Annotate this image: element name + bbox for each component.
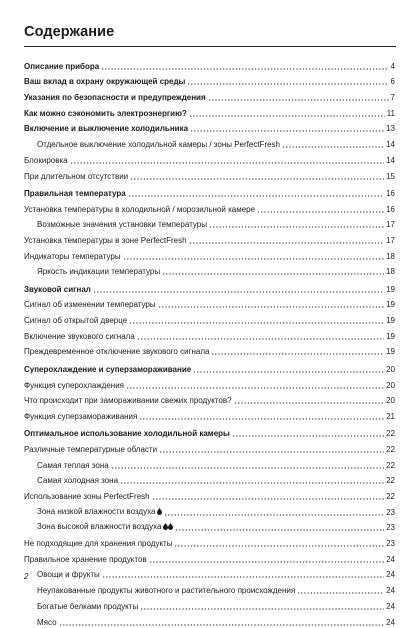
toc-entry[interactable] [24,359,395,375]
toc-entry-text: Неупакованные продукты животного и растительного происхождения [37,586,296,596]
toc-entry-text: Указания по безопасности и предупреждения [24,93,206,103]
toc-entry[interactable] [24,486,395,502]
dot-leader [175,529,384,531]
dot-leader [162,273,384,275]
toc-entry-page: 6 [390,77,395,87]
toc-entry-text: Преждевременное отключение звукового сигнала [24,347,210,357]
toc-entry-text: Зона высокой влажности воздуха [37,522,162,532]
toc-entry[interactable] [24,612,395,628]
toc-entry-text: Возможные значения установки температуры [37,220,207,230]
toc-entry-text: Зона низкой влажности воздуха [37,506,156,516]
toc-entry[interactable] [24,375,395,391]
toc-entry-title [24,555,147,565]
toc-entry-text: Как можно сэкономить электроэнергию? [24,108,187,118]
toc-entry-title [24,347,209,357]
toc-entry-page: 18 [386,267,395,277]
toc-entry-page: 7 [390,93,395,103]
toc-entry-text: Что происходит при замораживании свежих продуктов? [24,396,232,406]
dot-leader [128,195,384,197]
toc-entry-title [24,332,135,342]
toc-entry[interactable] [24,279,395,295]
toc-entry[interactable] [24,455,395,471]
dot-leader [101,68,388,70]
toc-entry-page: 23 [386,523,395,533]
toc-entry-page: 13 [386,124,395,134]
toc-entry-page: 16 [386,204,395,214]
toc-entry-page: 20 [386,380,395,390]
toc-entry-text: Отдельное выключение холодильной камеры / зоны PerfectFresh [37,140,281,150]
toc-entry-title [24,220,207,230]
toc-entry[interactable] [24,502,395,518]
toc-entry-page: 19 [386,300,395,310]
toc-entry-page: 4 [390,61,395,71]
toc-entry-page: 19 [386,331,395,341]
toc-entry-title [24,602,138,612]
dot-leader [193,371,384,373]
toc-entry-page: 21 [386,411,395,421]
toc-entry-title [24,300,156,310]
humidity-drop-icon [157,509,162,516]
toc-entry-page: 23 [386,539,395,549]
toc-entry-page: 24 [386,601,395,611]
dot-leader [139,418,384,420]
toc-entry-title [24,522,173,533]
dot-leader [282,146,384,148]
toc-entry-title [24,252,121,262]
toc-entry-text: Ваш вклад в охрану окружающей среды [24,77,186,87]
toc-entry-title [24,316,127,326]
toc-entry-page: 22 [386,444,395,454]
dot-leader [123,258,385,260]
dot-leader [257,211,384,213]
toc-entry[interactable] [24,215,395,231]
toc-entry-page: 17 [386,235,395,245]
title-divider [24,46,396,47]
dot-leader [190,130,384,132]
toc-entry[interactable] [24,342,395,358]
toc-entry-text: Правильная температура [24,188,126,198]
toc-entry-text: Использование зоны PerfectFresh [24,492,150,501]
toc-entry-title [24,172,128,182]
toc-entry-title [24,109,187,119]
toc-entry[interactable] [24,565,395,581]
toc-entry-text: Функция суперзамораживания [24,411,138,421]
toc-entry-page: 23 [386,507,395,517]
toc-entry-title [24,189,126,199]
toc-entry-title [24,62,99,72]
toc-entry[interactable] [24,310,395,326]
toc-entry[interactable] [24,134,395,150]
toc-entry-text: Включение и выключение холодильника [24,124,189,134]
toc-entry[interactable] [24,103,395,119]
toc-entry-title [24,507,162,518]
toc-entry-title [24,140,280,150]
toc-entry-text: Суперохлаждение и суперзамораживание [24,364,192,374]
toc-entry-text: Блокировка [24,155,68,165]
toc-entry[interactable] [24,518,395,534]
dot-leader [152,498,384,500]
dot-leader [120,482,384,484]
toc-entry-text: Установка температуры в холодильной / морозильной камере [24,204,256,214]
page-number: 2 [24,572,29,581]
toc-entry-text: Самая теплая зона [37,460,109,470]
toc-entry-page: 24 [386,586,395,596]
toc-entry-page: 19 [386,347,395,357]
toc-entry-page: 19 [386,284,395,294]
dot-leader [209,226,384,228]
dot-leader [126,387,384,389]
toc-entry-title [24,570,100,580]
dot-leader [189,115,385,117]
dot-leader [59,624,385,626]
toc-entry-title [24,445,157,455]
dot-leader [164,514,384,516]
toc-entry[interactable] [24,87,395,103]
toc-entry[interactable] [24,230,395,246]
toc-entry-title [24,476,118,486]
toc-entry-text: Установка температуры в зоне PerfectFresh [24,235,187,245]
dot-leader [211,353,384,355]
toc-entry[interactable] [24,406,395,422]
dot-leader [174,545,384,547]
toc-entry-page: 20 [386,396,395,406]
toc-entry[interactable] [24,533,395,549]
toc-entry[interactable] [24,199,395,215]
toc-entry-text: Мясо [37,617,57,627]
dot-leader [93,291,384,293]
toc-entry-page: 22 [386,429,395,439]
toc-entry-page: 22 [386,476,395,486]
toc-entry-title [24,539,172,549]
toc-entry[interactable] [24,391,395,407]
toc-entry-page: 14 [386,155,395,165]
dot-leader [187,83,388,85]
dot-leader [189,242,385,244]
toc-entry[interactable] [24,262,395,278]
toc-entry[interactable] [24,439,395,455]
toc-entry-page: 14 [386,140,395,150]
toc-entry-text: Правильное хранение продуктов [24,554,147,564]
toc-entry-title [24,236,187,246]
toc-entry-page: 22 [386,492,395,501]
toc-entry-title [24,492,150,502]
toc-entry-title [24,267,160,277]
dot-leader [232,435,384,437]
toc-entry-title [24,365,191,375]
toc-entry-page: 22 [386,460,395,470]
dot-leader [297,592,384,594]
toc-entry-title [24,156,68,166]
toc-entry[interactable] [24,471,395,487]
toc-entry-text: Описание прибора [24,61,100,71]
toc-entry[interactable] [24,150,395,166]
toc-entry-page: 24 [386,617,395,627]
toc-entry-title [24,285,91,295]
dot-leader [158,306,384,308]
toc-entry-text: Функция суперохлаждения [24,380,124,390]
toc-entry-text: При длительном отсутствии [24,171,129,181]
dot-leader [111,467,384,469]
dot-leader [159,451,384,453]
toc-entry[interactable] [24,166,395,182]
toc-entry-text: Оптимальное использование холодильной камеры [24,429,230,439]
toc-entry-title [24,396,232,406]
toc-entry-page: 18 [386,251,395,261]
toc-entry[interactable] [24,72,395,88]
toc-entry-page: 15 [386,171,395,181]
toc-entry-page: 24 [386,554,395,564]
toc-entry-page: 16 [386,188,395,198]
toc-entry-text: Не подходящие для хранения продукты [24,539,173,549]
toc-entry-title [24,412,137,422]
toc-entry-text: Богатые белками продукты [37,601,139,611]
toc-entry[interactable] [24,580,395,596]
humidity-drop-icon [163,524,173,531]
toc-entry-title [24,461,109,471]
toc-entry[interactable] [24,183,395,199]
toc-entry-title [24,381,124,391]
toc-entry[interactable] [24,295,395,311]
toc-entry-page: 19 [386,316,395,326]
page-title: Содержание [24,24,115,40]
toc-entry-page: 11 [386,108,395,118]
toc-entry-page: 24 [386,570,395,580]
toc-entry[interactable] [24,596,395,612]
toc-entry-title [24,93,206,103]
toc-entry-title [24,205,255,215]
dot-leader [130,178,384,180]
toc-entry-text: Сигнал об открытой дверце [24,316,128,326]
dot-leader [234,402,385,404]
dot-leader [70,162,384,164]
toc-entry[interactable] [24,56,395,72]
dot-leader [208,99,389,101]
toc-entry-text: Звуковой сигнал [24,284,91,294]
toc-entry-title [24,618,57,628]
toc-entry[interactable] [24,119,395,135]
toc-entry[interactable] [24,549,395,565]
toc-entry-text: Овощи и фрукты [37,570,100,580]
toc-entry-text: Различные температурные области [24,444,158,454]
toc-entry-title [24,124,188,134]
toc-entry-text: Включение звукового сигнала [24,331,135,341]
table-of-contents [24,56,395,628]
toc-entry-title [24,429,230,439]
dot-leader [140,608,384,610]
toc-entry-text: Яркость индикации температуры [37,267,161,277]
toc-entry-text: Индикаторы температуры [24,251,121,261]
toc-entry-page: 17 [386,220,395,230]
dot-leader [102,576,384,578]
dot-leader [149,561,384,563]
dot-leader [137,338,384,340]
toc-entry-page: 20 [386,364,395,374]
toc-entry-title [24,77,185,87]
toc-entry-text: Самая холодная зона [37,476,119,486]
toc-entry[interactable] [24,326,395,342]
toc-entry[interactable] [24,424,395,440]
toc-entry-text: Сигнал об изменении температуры [24,300,156,310]
dot-leader [129,322,384,324]
toc-entry[interactable] [24,246,395,262]
